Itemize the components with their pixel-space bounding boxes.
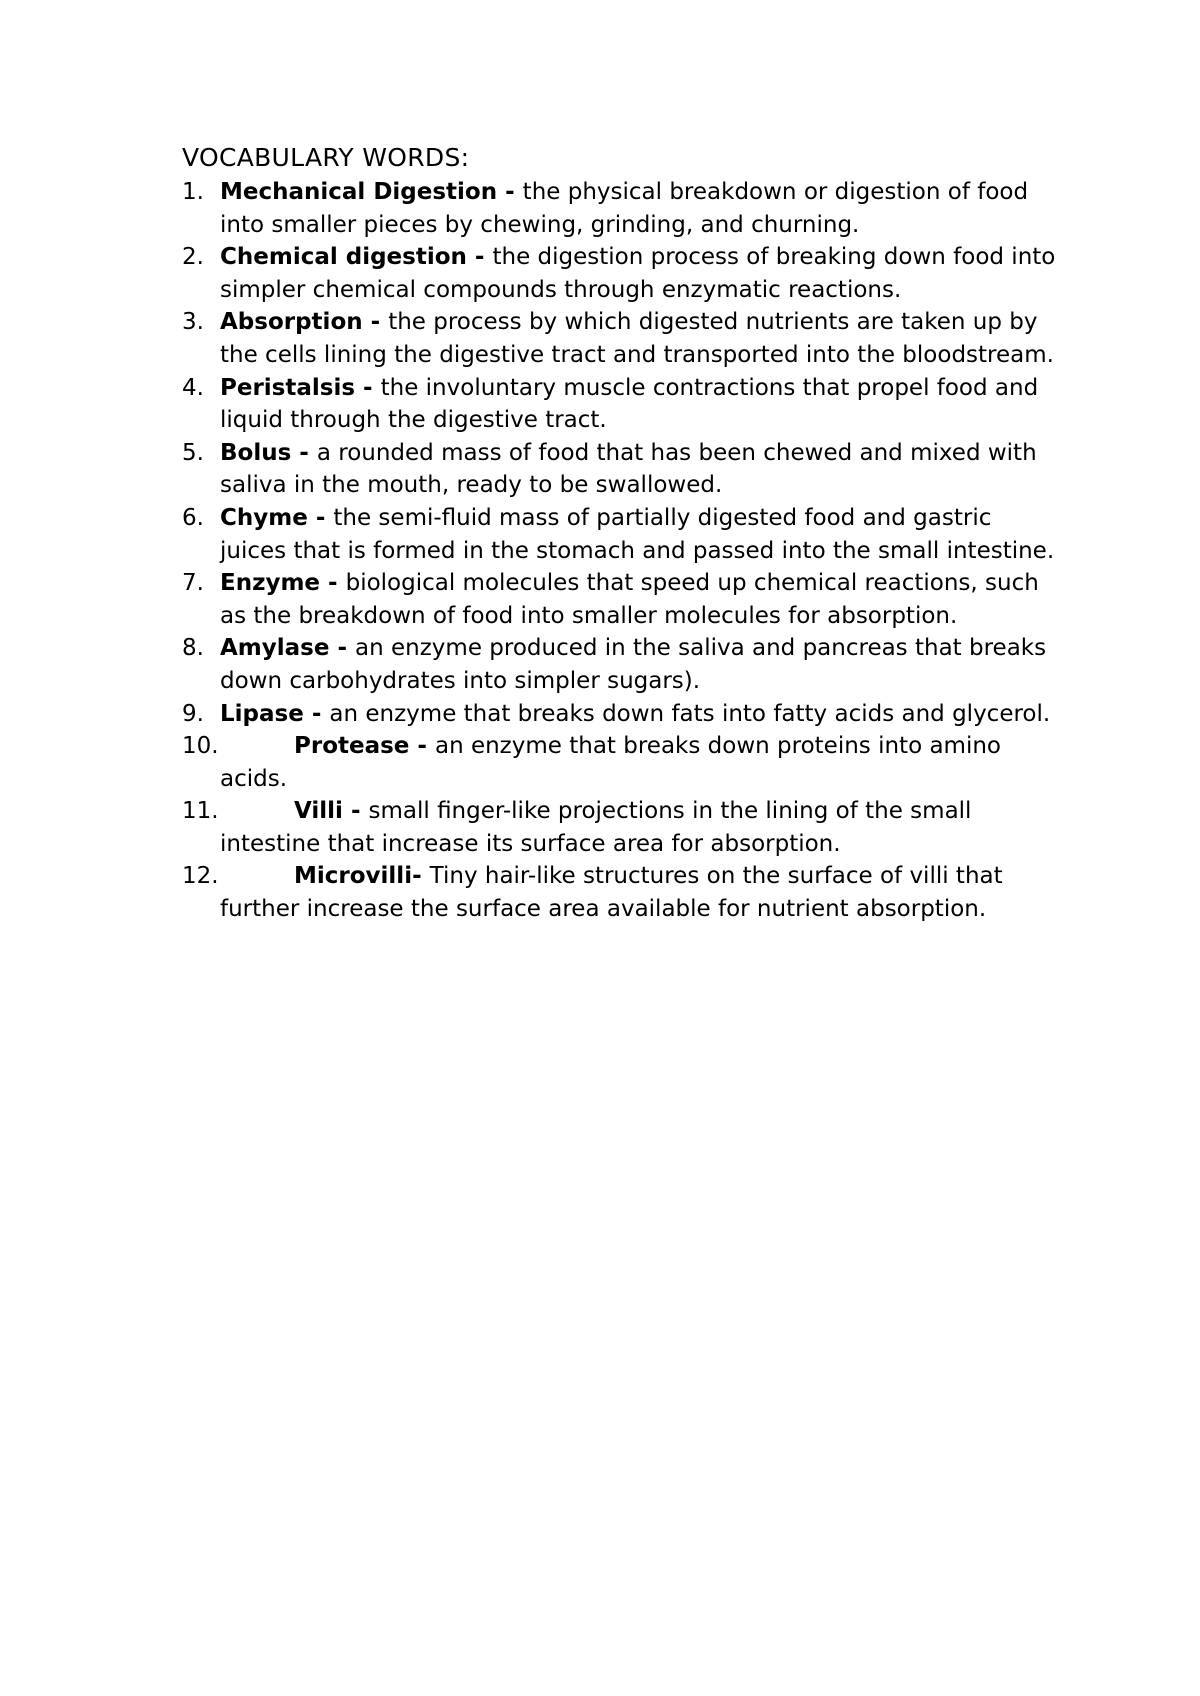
vocab-term: Lipase bbox=[220, 700, 304, 727]
term-separator: - bbox=[303, 700, 330, 727]
term-separator: - bbox=[409, 733, 435, 760]
term-separator: - bbox=[497, 179, 523, 205]
page-title: VOCABULARY WORDS: bbox=[182, 143, 470, 172]
vocab-definition: an enzyme produced in the saliva and pancreas that breaks down carbohydrates into simpler sugars). bbox=[220, 635, 1047, 694]
item-number: 11. bbox=[182, 798, 219, 825]
vocab-definition: small finger-like projections in the lining of the small intestine that increase its surface area for absorption. bbox=[220, 798, 972, 857]
vocab-term: Peristalsis bbox=[220, 374, 356, 401]
vocab-term: Protease bbox=[294, 733, 410, 760]
item-number: 3. bbox=[182, 309, 204, 336]
vocab-term: Amylase bbox=[220, 635, 330, 662]
list-item bbox=[182, 437, 1062, 502]
vocab-definition: biological molecules that speed up chemical reactions, such as the breakdown of food into smaller molecules for absorption. bbox=[220, 570, 1039, 629]
item-number: 5. bbox=[182, 439, 204, 466]
term-separator: - bbox=[307, 504, 334, 531]
vocab-term: Bolus bbox=[220, 439, 292, 466]
term-separator: - bbox=[355, 374, 381, 401]
item-number: 7. bbox=[182, 570, 204, 597]
vocab-term: Absorption bbox=[220, 309, 363, 336]
item-number: 1. bbox=[182, 179, 204, 205]
term-separator: - bbox=[362, 309, 389, 336]
list-item bbox=[182, 730, 1062, 795]
item-number: 9. bbox=[182, 700, 204, 727]
vocab-term: Chyme bbox=[220, 504, 308, 531]
term-separator: - bbox=[320, 570, 346, 597]
vocab-term: Microvilli bbox=[294, 863, 413, 890]
vocab-term: Enzyme bbox=[220, 570, 321, 597]
vocab-term: Villi bbox=[294, 798, 343, 825]
term-separator: - bbox=[291, 439, 317, 466]
term-separator: - bbox=[329, 635, 356, 662]
list-item bbox=[182, 860, 1062, 925]
vocab-definition: an enzyme that breaks down fats into fatty acids and glycerol. bbox=[329, 700, 1051, 727]
item-number: 10. bbox=[182, 733, 219, 760]
vocab-term: Chemical digestion bbox=[220, 244, 467, 271]
item-number: 12. bbox=[182, 863, 219, 890]
vocab-definition: Tiny hair-like structures on the surface of villi that further increase the surface area available for nutrient absorption. bbox=[220, 863, 1003, 923]
list-item bbox=[182, 241, 1062, 306]
vocab-term: Mechanical Digestion bbox=[220, 179, 498, 205]
term-separator: - bbox=[466, 244, 493, 271]
vocab-definition: the semi-fluid mass of partially digested food and gastric juices that is formed in the stomach and passed into the small intestine. bbox=[220, 504, 1055, 564]
term-separator: - bbox=[412, 863, 430, 890]
vocab-definition: an enzyme that breaks down proteins into amino acids. bbox=[220, 733, 1001, 792]
item-number: 4. bbox=[182, 374, 204, 401]
vocab-definition: a rounded mass of food that has been chewed and mixed with saliva in the mouth, ready to be swallowed. bbox=[220, 439, 1037, 499]
list-item bbox=[182, 698, 1062, 731]
term-separator: - bbox=[342, 798, 369, 825]
item-number: 2. bbox=[182, 244, 204, 271]
document-content bbox=[182, 142, 1062, 926]
vocab-definition: the physical breakdown or digestion of food into smaller pieces by chewing, grinding, and churning. bbox=[220, 179, 1029, 238]
list-item bbox=[182, 176, 1062, 241]
list-item bbox=[182, 306, 1062, 371]
list-item bbox=[182, 372, 1062, 437]
list-item bbox=[182, 567, 1062, 632]
item-number: 8. bbox=[182, 635, 204, 662]
vocab-definition: the process by which digested nutrients are taken up by the cells lining the digestive tract and transported into the bloodstream. bbox=[220, 309, 1054, 368]
vocabulary-list bbox=[182, 176, 1062, 926]
list-item bbox=[182, 502, 1062, 567]
vocab-definition: the involuntary muscle contractions that propel food and liquid through the digestive tract. bbox=[220, 374, 1039, 434]
item-number: 6. bbox=[182, 504, 204, 531]
vocab-definition: the digestion process of breaking down food into simpler chemical compounds through enzymatic reactions. bbox=[220, 244, 1056, 303]
list-item bbox=[182, 632, 1062, 697]
list-item bbox=[182, 795, 1062, 860]
